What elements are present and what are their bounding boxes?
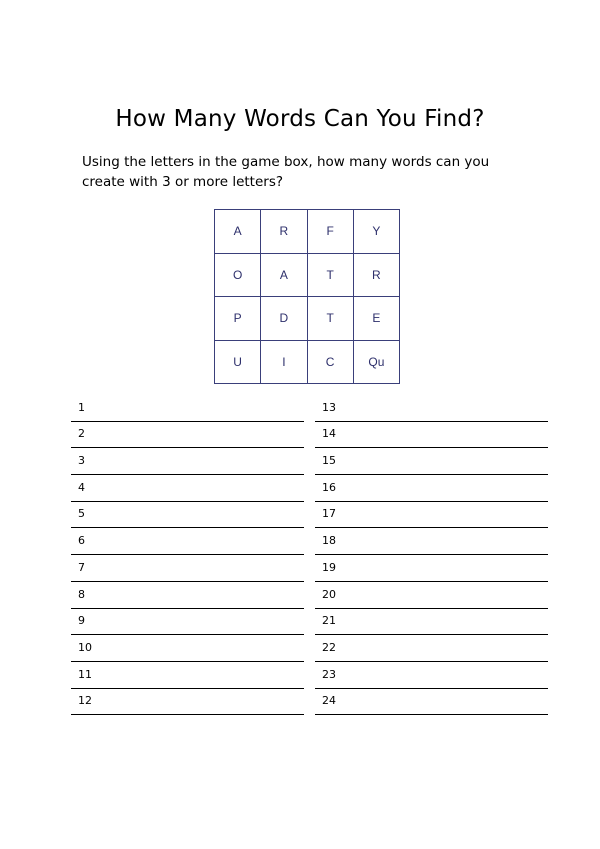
answer-line-number: 23 xyxy=(322,667,336,681)
game-box-cell: Y xyxy=(354,210,400,254)
answer-line[interactable] xyxy=(71,662,304,689)
answer-line[interactable] xyxy=(71,528,304,555)
game-box-cell: T xyxy=(308,297,354,341)
answer-line-number: 1 xyxy=(78,400,85,414)
game-box-cell: A xyxy=(261,254,307,298)
answer-line-number: 2 xyxy=(78,427,85,441)
answer-line-number: 16 xyxy=(322,480,336,494)
answer-line-number: 5 xyxy=(78,507,85,521)
game-box-cell: P xyxy=(215,297,261,341)
answer-line-number: 21 xyxy=(322,614,336,628)
answer-line[interactable] xyxy=(315,609,548,636)
game-box xyxy=(214,209,400,384)
answer-line[interactable] xyxy=(315,582,548,609)
answer-line[interactable] xyxy=(71,635,304,662)
answer-line-number: 17 xyxy=(322,507,336,521)
answer-line-number: 18 xyxy=(322,534,336,548)
answer-line[interactable] xyxy=(71,502,304,529)
page-title: How Many Words Can You Find? xyxy=(115,106,485,132)
answer-line[interactable] xyxy=(71,609,304,636)
answer-line[interactable] xyxy=(315,448,548,475)
answer-line-number: 6 xyxy=(78,534,85,548)
answer-line[interactable] xyxy=(71,395,304,422)
game-box-cell: E xyxy=(354,297,400,341)
game-box-cell: R xyxy=(354,254,400,298)
game-box-cell: I xyxy=(261,341,307,385)
answer-line-number: 13 xyxy=(322,400,336,414)
game-box-cell: A xyxy=(215,210,261,254)
answer-line[interactable] xyxy=(71,422,304,449)
game-box-cell: R xyxy=(261,210,307,254)
answer-line[interactable] xyxy=(315,662,548,689)
answer-line[interactable] xyxy=(71,475,304,502)
answer-line[interactable] xyxy=(71,582,304,609)
answer-line[interactable] xyxy=(315,528,548,555)
answer-line-number: 12 xyxy=(78,694,92,708)
answer-line-number: 20 xyxy=(322,587,336,601)
answer-line-number: 22 xyxy=(322,640,336,654)
answer-line-number: 10 xyxy=(78,640,92,654)
answer-line-number: 8 xyxy=(78,587,85,601)
answer-line[interactable] xyxy=(71,555,304,582)
answer-line[interactable] xyxy=(315,395,548,422)
answer-line[interactable] xyxy=(315,502,548,529)
answer-line[interactable] xyxy=(315,689,548,716)
answer-line-number: 15 xyxy=(322,454,336,468)
answer-line-number: 3 xyxy=(78,454,85,468)
answer-line-number: 19 xyxy=(322,560,336,574)
game-box-cell: Qu xyxy=(354,341,400,385)
game-box-cell: O xyxy=(215,254,261,298)
answer-column-right xyxy=(315,395,548,715)
game-box-cell: U xyxy=(215,341,261,385)
answer-line-number: 11 xyxy=(78,667,92,681)
answer-line[interactable] xyxy=(315,555,548,582)
answer-line[interactable] xyxy=(315,422,548,449)
answer-line[interactable] xyxy=(71,689,304,716)
answer-line-number: 14 xyxy=(322,427,336,441)
answer-line-number: 4 xyxy=(78,480,85,494)
answer-line-number: 9 xyxy=(78,614,85,628)
answer-line[interactable] xyxy=(315,635,548,662)
instructions-text: Using the letters in the game box, how many words can you create with 3 or more letters? xyxy=(82,154,490,190)
game-box-cell: T xyxy=(308,254,354,298)
answer-line[interactable] xyxy=(71,448,304,475)
answer-column-left xyxy=(71,395,304,715)
game-box-cell: C xyxy=(308,341,354,385)
answer-line-number: 7 xyxy=(78,560,85,574)
answer-line[interactable] xyxy=(315,475,548,502)
game-box-cell: D xyxy=(261,297,307,341)
game-box-cell: F xyxy=(308,210,354,254)
answer-line-number: 24 xyxy=(322,694,336,708)
